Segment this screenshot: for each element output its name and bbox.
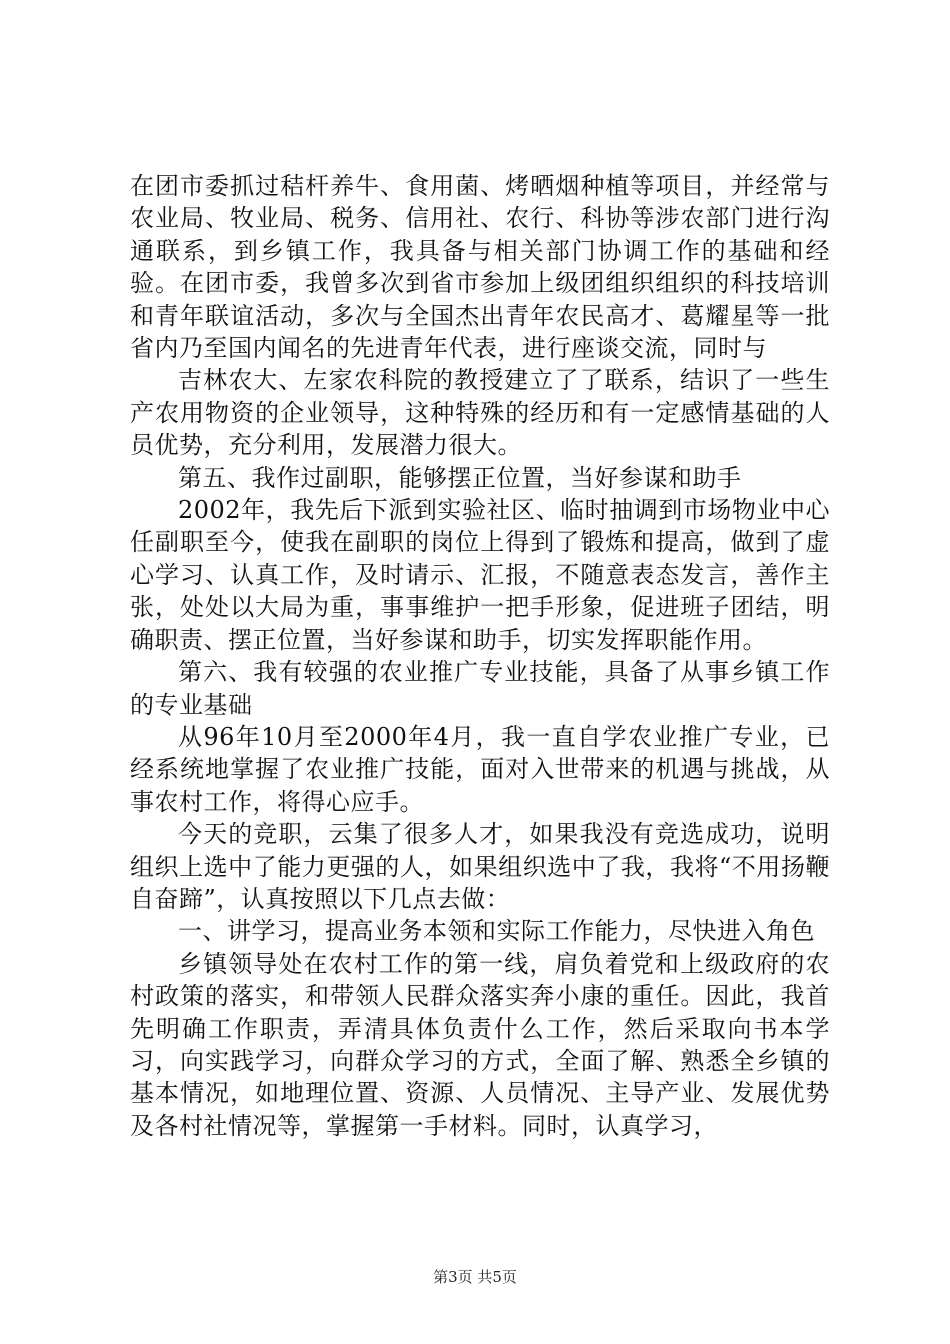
paragraph: 2002年，我先后下派到实验社区、临时抽调到市场物业中心任副职至今，使我在副职的岗位上得到了锻炼和提高，做到了虚心学习、认真工作，及时请示、汇报，不随意表态发言，善作主张，处处以大局为重，事事维护一把手形象，促进班子团结，明确职责、摆正位置，当好参谋和助手，切实发挥职能作用。: [130, 496, 830, 654]
section-heading-fifth: 第五、我作过副职，能够摆正位置，当好参谋和助手: [178, 463, 742, 492]
paragraph: 乡镇领导处在农村工作的第一线，肩负着党和上级政府的农村政策的落实，和带领人民群众落实奔小康的重任。因此，我首先明确工作职责，弄清具体负责什么工作，然后采取向书本学习，向实践学习，向群众学习的方式，全面了解、熟悉全乡镇的基本情况，如地理位置、资源、人员情况、主导产业、发展优势及各村社情况等，掌握第一手材料。同时，认真学习，: [130, 949, 830, 1140]
paragraph: 吉林农大、左家农科院的教授建立了了联系，结识了一些生产农用物资的企业领导，这种特殊的经历和有一定感情基础的人员优势，充分利用，发展潜力很大。: [130, 366, 830, 460]
section-heading-sixth: 第六、我有较强的农业推广专业技能，具备了从事乡镇工作的专业基础: [130, 658, 830, 719]
body-text: [130, 170, 830, 1142]
paragraph: 从96年10月至2000年4月，我一直自学农业推广专业，已经系统地掌握了农业推广技能，面对入世带来的机遇与挑战，从事农村工作，将得心应手。: [130, 722, 830, 816]
paragraph-continuation: 在团市委抓过秸杆养牛、食用菌、烤晒烟种植等项目，并经常与农业局、牧业局、税务、信用社、农行、科协等涉农部门进行沟通联系，到乡镇工作，我具备与相关部门协调工作的基础和经验。在团市委，我曾多次到省市参加上级团组织组织的科技培训和青年联谊活动，多次与全国杰出青年农民高才、葛耀星等一批省内乃至国内闻名的先进青年代表，进行座谈交流，同时与: [130, 172, 830, 363]
section-heading-one: 一、讲学习，提高业务本领和实际工作能力，尽快进入角色: [178, 917, 815, 946]
paragraph: 今天的竞职，云集了很多人才，如果我没有竞选成功，说明组织上选中了能力更强的人，如果组织选中了我，我将“不用扬鞭自奋蹄”，认真按照以下几点去做：: [130, 820, 830, 913]
page-footer: 第3页 共5页: [433, 1268, 517, 1286]
